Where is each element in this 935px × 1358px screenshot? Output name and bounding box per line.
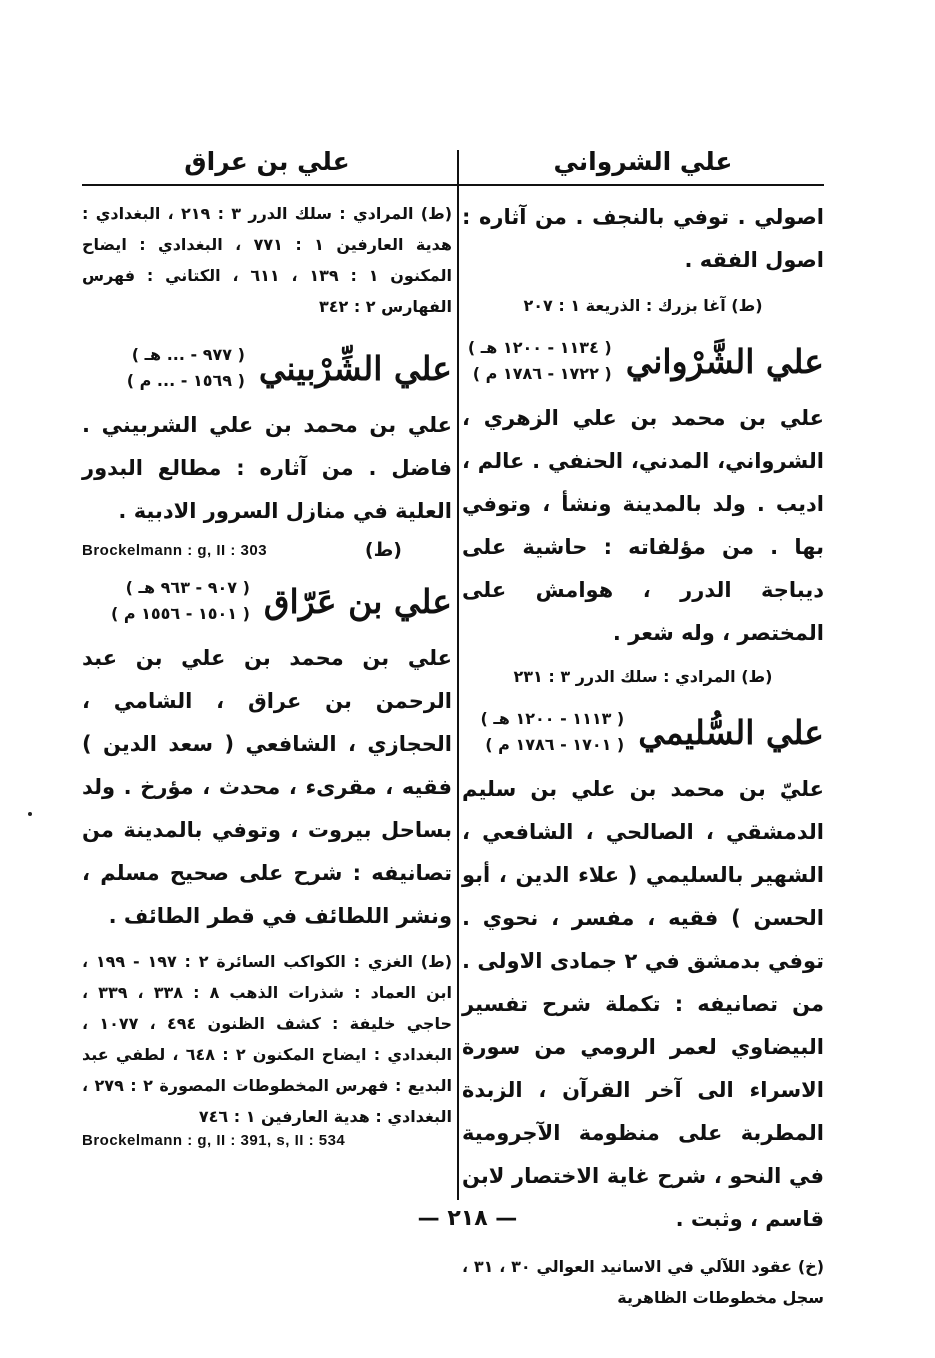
entry-reference: (ط) الغزي : الكواكب السائرة ٢ : ١٩٧ - ١٩٩ ، ابن العماد : شذرات الذهب ٨ : ٣٣٨ ، ٣٣٩ ، حاجي خليفة : كشف الظنون ٤٩٤ ، ١٠٧٧ ، البغدادي : ايضاح المكنون ٢ : ٦٤٨ ، لطفي عبد البديع : فهرس المخطوطات المصورة ٢ : ٢٧٩ ، البغدادي : هدية العارفين ١ : ٧٤٦ <box>82 952 453 1126</box>
continuation-reference: (ط) آغا بزرك : الذريعة ١ : ٢٠٧ <box>523 296 763 315</box>
entry-heading <box>82 342 452 394</box>
entry-reference-line <box>82 539 452 561</box>
entry-dates <box>480 706 624 758</box>
entry-dates <box>127 342 245 394</box>
date-gregorian: ( ١٥٠١ - ١٥٥٦ م ) <box>110 604 250 623</box>
date-hijri: ( ١١٣٤ - ١٢٠٠ هـ ) <box>467 338 612 357</box>
entry-heading <box>462 706 824 758</box>
date-hijri: ( ١١١٣ - ١٢٠٠ هـ ) <box>480 709 625 728</box>
entry-reference: (خ) عقود اللآلي في الاسانيد العوالي ٣٠ ، ٣١ ، سجل مخطوطات الظاهرية <box>462 1257 825 1307</box>
entry-name: علي الشِّرْبيني <box>258 348 452 388</box>
entry-ibn-arraq <box>82 575 452 1149</box>
entry-biography: عليّ بن محمد بن علي بن سليم الدمشقي ، الصالحي ، الشافعي ، الشهير بالسليمي ( علاء الدين ، أبو الحسن ) فقيه ، مفسر ، نحوي . توفي بدمشق في ٢ جمادى الاولى . من تصانيفه : تكملة شرح تفسير البيضاوي لعمر الرومي من سورة الاسراء الى آخر القرآن ، الزبدة المطربة على منظومة الآجرومية في النحو ، شرح غاية الاختصار لابن قاسم ، وثبت . <box>462 777 824 1231</box>
right-running-header: علي الشرواني <box>553 147 733 176</box>
column-divider <box>457 150 459 1200</box>
entry-biography: علي بن محمد بن علي بن عبد الرحمن بن عراق ، الشامي ، الحجازي ، الشافعي ( سعد الدين ) فقيه ، مقرىء ، محدث ، مؤرخ . ولد بساحل بيروت ، وتوفي بالمدينة من تصانيفه : شرح على صحيح مسلم ، ونشر اللطائف في قطر الطائف . <box>82 646 452 928</box>
reference-tag: (ط) <box>364 539 402 561</box>
page-number: — ٢١٨ — <box>417 1206 518 1231</box>
entry-reference: (ط) المرادي : سلك الدرر ٣ : ٢٣١ <box>513 667 773 686</box>
right-column <box>462 140 824 1313</box>
entry-heading <box>462 335 824 387</box>
date-gregorian: ( ١٧٠١ - ١٧٨٦ م ) <box>485 735 625 754</box>
latin-reference: Brockelmann : g, II : 303 <box>82 541 268 559</box>
date-hijri: ( ٩٧٧ - ... هـ ) <box>131 345 245 364</box>
entry-dates <box>468 335 612 387</box>
continuation-reference: (ط) المرادي : سلك الدرر ٣ : ٢١٩ ، البغدادي : هدية العارفين ١ : ٧٧١ ، البغدادي : ايضاح المكنون ١ : ١٣٩ ، ٦١١ ، الكتاني : فهرس الفهارس ٢ : ٣٤٢ <box>82 204 453 316</box>
date-gregorian: ( ١٧٢٢ - ١٧٨٦ م ) <box>472 364 612 383</box>
entry-name: علي بن عَرّاق <box>263 581 452 621</box>
left-column <box>82 140 452 1149</box>
entry-dates <box>111 575 250 627</box>
date-gregorian: ( ١٥٦٩ - ... م ) <box>126 371 245 390</box>
entry-shirbini <box>82 342 452 561</box>
entry-name: علي الشَّرْواني <box>625 341 824 381</box>
margin-dot <box>28 812 32 816</box>
left-running-header: علي بن عراق <box>184 147 350 176</box>
entry-biography: علي بن محمد بن علي الزهري ، الشرواني، المدني، الحنفي . عالم ، اديب . ولد بالمدينة ونشأ ، وتوفي بها . من مؤلفاته : حاشية على ديباجة الدرر ، هوامش على المختصر ، وله شعر . <box>462 406 824 645</box>
entry-name: علي السُّليمي <box>638 712 824 752</box>
date-hijri: ( ٩٠٧ - ٩٦٣ هـ ) <box>125 578 250 597</box>
continuation-text: اصولي . توفي بالنجف . من آثاره : اصول الفقه . <box>462 205 824 272</box>
latin-reference: Brockelmann : g, II : 391, s, II : 534 <box>82 1132 346 1149</box>
entry-shirwani <box>462 335 824 692</box>
entry-heading <box>82 575 452 627</box>
entry-biography: علي بن محمد بن علي الشربيني . فاضل . من آثاره : مطالع البدور العلية في منازل السرور الادبية . <box>82 413 452 523</box>
